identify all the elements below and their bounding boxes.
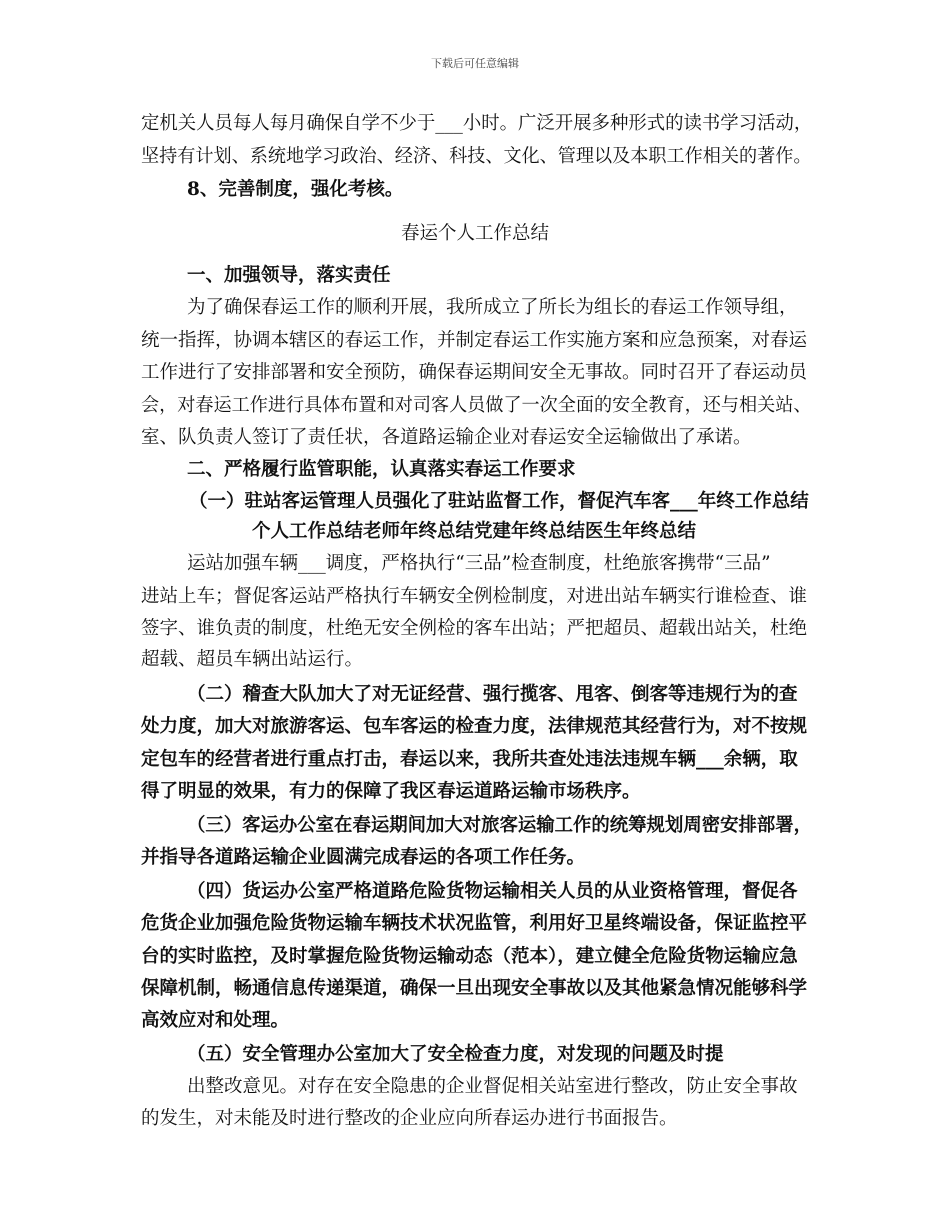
subsection-paragraph: （二）稽查大队加大了对无证经营、强行揽客、甩客、倒客等违规行为的查 bbox=[187, 684, 798, 705]
subsection-paragraph: （五）安全管理办公室加大了安全检查力度，对发现的问题及时提 bbox=[187, 1044, 724, 1065]
text-line: 超载、超员车辆出站运行。 bbox=[141, 649, 364, 670]
text-line: 会，对春运工作进行具体布置和对司客人员做了一次全面的安全教育，还与相关站、 bbox=[141, 395, 812, 416]
subsection-paragraph: 高效应对和处理。 bbox=[141, 1010, 290, 1031]
section-heading: 二、严格履行监管职能，认真落实春运工作要求 bbox=[187, 459, 576, 480]
section-heading: 8、完善制度，强化考核。 bbox=[187, 179, 404, 200]
subsection-heading-continued: 个人工作总结老师年终总结党建年终总结医生年终总结 bbox=[252, 521, 697, 542]
subsection-heading: （一）驻站客运管理人员强化了驻站监督工作，督促汽车客___年终工作总结 bbox=[189, 491, 809, 512]
subsection-paragraph: （四）货运办公室严格道路危险货物运输相关人员的从业资格管理，督促各 bbox=[187, 881, 798, 902]
subsection-paragraph: （三）客运办公室在春运期间加大对旅客运输工作的统筹规划周密安排部署， bbox=[187, 815, 813, 836]
subsection-paragraph: 得了明显的效果，有力的保障了我区春运道路运输市场秩序。 bbox=[141, 781, 641, 802]
text-line: 统一指挥，协调本辖区的春运工作，并制定春运工作实施方案和应急预案，对春运 bbox=[141, 330, 808, 351]
subsection-paragraph: 危货企业加强危险货物运输车辆技术状况监管，利用好卫星终端设备，保证监控平 bbox=[141, 913, 808, 934]
text-line: 工作进行了安排部署和安全预防，确保春运期间安全无事故。同时召开了春运动员 bbox=[141, 362, 808, 383]
section-heading: 一、加强领导，落实责任 bbox=[187, 265, 391, 286]
page-header: 下载后可任意编辑 bbox=[431, 57, 519, 70]
text-line: 的发生，对未能及时进行整改的企业应向所春运办进行书面报告。 bbox=[141, 1108, 678, 1129]
subsection-paragraph: 台的实时监控，及时掌握危险货物运输动态（范本），建立健全危险货物运输应急 bbox=[141, 946, 798, 967]
text-line: 定机关人员每人每月确保自学不少于___小时。广泛开展多种形式的读书学习活动， bbox=[141, 113, 813, 134]
document-title: 春运个人工作总结 bbox=[400, 223, 549, 244]
text-line: 为了确保春运工作的顺利开展，我所成立了所长为组长的春运工作领导组， bbox=[187, 297, 798, 318]
text-line: 签字、谁负责的制度，杜绝无安全例检的客车出站；严把超员、超载出站关，杜绝 bbox=[141, 618, 808, 639]
subsection-paragraph: 定包车的经营者进行重点打击，春运以来，我所共查处违法违规车辆___余辆，取 bbox=[141, 749, 798, 770]
subsection-paragraph: 并指导各道路运输企业圆满完成春运的各项工作任务。 bbox=[141, 847, 586, 868]
text-line: 进站上车；督促客运站严格执行车辆安全例检制度，对进出站车辆实行谁检查、谁 bbox=[141, 586, 808, 607]
text-line: 运站加强车辆___调度，严格执行“三品”检查制度，杜绝旅客携带“三品” bbox=[187, 553, 771, 574]
text-line: 坚持有计划、系统地学习政治、经济、科技、文化、管理以及本职工作相关的著作。 bbox=[141, 146, 812, 167]
text-line: 出整改意见。对存在安全隐患的企业督促相关站室进行整改，防止安全事故 bbox=[187, 1076, 798, 1097]
text-line: 室、队负责人签订了责任状，各道路运输企业对春运安全运输做出了承诺。 bbox=[141, 427, 752, 448]
subsection-paragraph: 处力度，加大对旅游客运、包车客运的检查力度，法律规范其经营行为，对不按规 bbox=[141, 716, 808, 737]
subsection-paragraph: 保障机制，畅通信息传递渠道，确保一旦出现安全事故以及其他紧急情况能够科学 bbox=[141, 978, 808, 999]
